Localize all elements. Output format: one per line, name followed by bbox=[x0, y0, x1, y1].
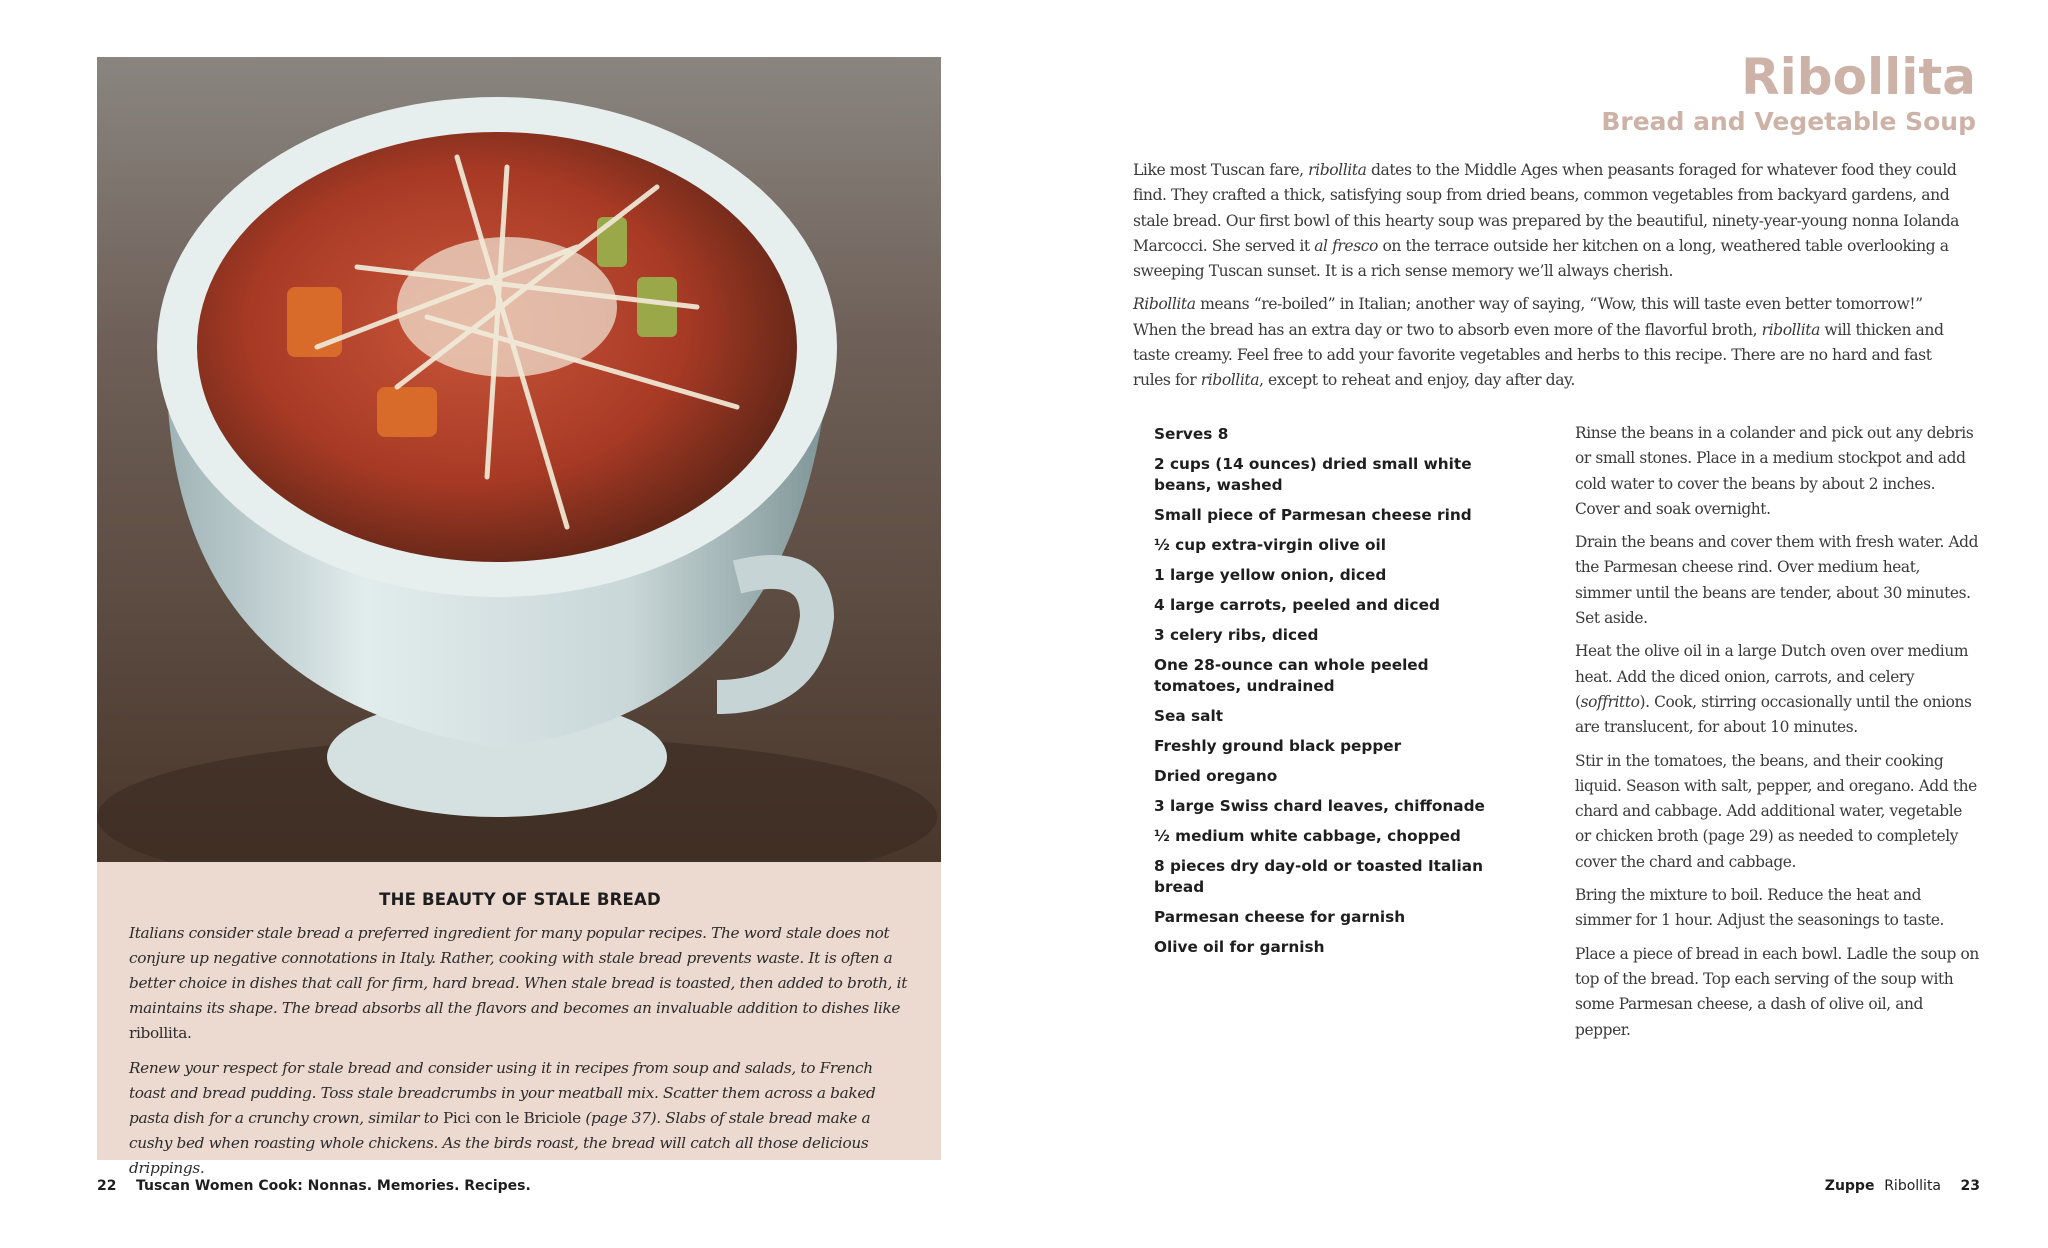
section-name: Zuppe bbox=[1824, 1178, 1875, 1194]
method-step: Place a piece of bread in each bowl. Ladle the soup on top of the bread. Top each serving of the soup with some Parmesan cheese, a dash of olive oil, and pepper. bbox=[1575, 944, 1979, 1039]
footer-left bbox=[97, 1178, 531, 1194]
sidebar-paragraph bbox=[129, 921, 911, 1046]
sidebar-text: Renew your respect for stale bread and consider using it in recipes from soup and salads, to French toast and bread pudding. Toss stale breadcrumbs in your meatball mix. Scatter them across a baked pasta dish for a crunchy crown, similar to bbox=[129, 1059, 876, 1127]
ingredient-item: 3 large Swiss chard leaves, chiffonade bbox=[1154, 797, 1485, 815]
method-steps bbox=[1575, 421, 1980, 1051]
text: , except to reheat and enjoy, day after day. bbox=[1259, 371, 1575, 390]
page-number: 23 bbox=[1960, 1178, 1980, 1194]
text: Like most Tuscan fare, bbox=[1133, 161, 1309, 179]
sidebar-heading: THE BEAUTY OF STALE BREAD bbox=[379, 890, 661, 909]
intro-paragraph bbox=[1133, 158, 1963, 284]
sidebar-text: Italians consider stale bread a preferred ingredient for many popular recipes. The word stale does not conjure up negative connotations in Italy. Rather, cooking with stale bread prevents waste. It is often a better choice in dishes that call for firm, hard bread. When stale bread is toasted, then added to broth, it maintains its shape. The bread absorbs all the flavors and becomes an invaluable addition to dishes like bbox=[129, 924, 907, 1017]
text-italic: ribollita bbox=[1308, 161, 1367, 179]
ingredient-item: ½ medium white cabbage, chopped bbox=[1154, 827, 1461, 845]
sidebar-text: (page 37). Slabs of stale bread make a cushy bed when roasting whole chickens. As the birds roast, the bread will catch all those delicious drippings. bbox=[129, 1109, 871, 1177]
text: means “re-boiled” in Italian; another way of saying, “Wow, this will taste even better tomorrow!” When the bread has an extra day or two to absorb even more of the flavorful broth, bbox=[1133, 295, 1923, 339]
ingredient-item: 4 large carrots, peeled and diced bbox=[1154, 596, 1440, 614]
method-step bbox=[1575, 639, 1980, 740]
servings: Serves 8 bbox=[1154, 425, 1229, 443]
ingredient-item: Olive oil for garnish bbox=[1154, 938, 1325, 956]
intro-text bbox=[1133, 158, 1963, 402]
text-italic: ribollita bbox=[1761, 320, 1820, 339]
method-step: Rinse the beans in a colander and pick out any debris or small stones. Place in a medium stockpot and add cold water to cover the beans by about 2 inches. Cover and soak overnight. bbox=[1575, 424, 1974, 518]
text-italic: Ribollita bbox=[1133, 295, 1196, 314]
book-title: Tuscan Women Cook: Nonnas. Memories. Recipes. bbox=[135, 1178, 531, 1194]
text: dates to the Middle Ages when peasants foraged for whatever food they could find. They crafted a thick, satisfying soup from dried beans, common vegetables from backyard gardens, and stale bread. Our first bowl of this hearty soup was prepared by the beautiful, ninety-year-young nonna Iolanda Marcocci. She served it bbox=[1133, 161, 1960, 255]
text: on the terrace outside her kitchen on a long, weathered table overlooking a sweeping Tuscan sunset. It is a rich sense memory we’ll always cherish. bbox=[1133, 236, 1949, 281]
ingredient-item: Parmesan cheese for garnish bbox=[1154, 908, 1406, 926]
ingredient-item: Small piece of Parmesan cheese rind bbox=[1154, 506, 1472, 524]
soup-photo bbox=[97, 57, 941, 862]
footer-right bbox=[1825, 1178, 1980, 1194]
ingredient-item: ½ cup extra-virgin olive oil bbox=[1154, 536, 1386, 554]
text: Heat the olive oil in a large Dutch oven over medium heat. Add the diced onion, carrots, and celery ( bbox=[1575, 642, 1969, 711]
ingredient-item: 8 pieces dry day-old or toasted Italian bread bbox=[1154, 857, 1483, 896]
stale-bread-sidebar bbox=[97, 862, 941, 1177]
method-step: Drain the beans and cover them with fresh water. Add the Parmesan cheese rind. Over medium heat, simmer until the beans are tender, about 30 minutes. Set aside. bbox=[1575, 533, 1979, 628]
title-subtitle: Bread and Vegetable Soup bbox=[1601, 107, 1976, 136]
page-number: 22 bbox=[97, 1178, 117, 1194]
ingredient-item: 3 celery ribs, diced bbox=[1154, 626, 1319, 644]
ingredient-item: Dried oregano bbox=[1154, 767, 1278, 785]
ingredient-list bbox=[1154, 424, 1524, 967]
text-italic: soffritto bbox=[1580, 692, 1640, 711]
ingredient-item: Freshly ground black pepper bbox=[1154, 737, 1402, 755]
sidebar-paragraph bbox=[129, 1056, 911, 1181]
sidebar-text-roman: ribollita. bbox=[129, 1024, 192, 1042]
ingredient-item: 2 cups (14 ounces) dried small white beans, washed bbox=[1154, 455, 1472, 494]
ingredient-item: 1 large yellow onion, diced bbox=[1154, 566, 1387, 584]
intro-paragraph bbox=[1133, 292, 1963, 393]
recipe-name: Ribollita bbox=[1884, 1178, 1942, 1194]
title-main: Ribollita bbox=[1741, 48, 1976, 106]
text: ). Cook, stirring occasionally until the onions are translucent, for about 10 minutes. bbox=[1575, 692, 1972, 737]
text-italic: ribollita bbox=[1200, 371, 1260, 390]
text-italic: al fresco bbox=[1314, 236, 1378, 255]
ingredient-item: Sea salt bbox=[1154, 707, 1224, 725]
recipe-reference: Pici con le Briciole bbox=[442, 1109, 581, 1127]
ingredient-item: One 28-ounce can whole peeled tomatoes, undrained bbox=[1154, 656, 1429, 695]
method-step: Bring the mixture to boil. Reduce the heat and simmer for 1 hour. Adjust the seasonings to taste. bbox=[1575, 886, 1945, 930]
method-step: Stir in the tomatoes, the beans, and their cooking liquid. Season with salt, pepper, and oregano. Add the chard and cabbage. Add additional water, vegetable or chicken broth (page 29) as needed to completely cover the chard and cabbage. bbox=[1575, 751, 1977, 871]
text: will thicken and taste creamy. Feel free to add your favorite vegetables and herbs to this recipe. There are no hard and fast rules for bbox=[1133, 320, 1944, 390]
recipe-title bbox=[1601, 48, 1976, 138]
